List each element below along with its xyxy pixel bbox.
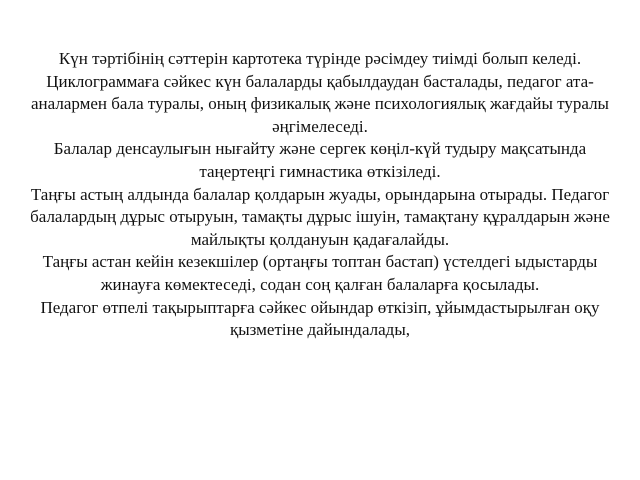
paragraph-daily-routine: Күн тәртібінің сәттерін картотека түрінде рәсімдеу тиімді болып келеді. Циклограммаға сәйкес күн балаларды қабылдаудан басталады, педагог ата-аналармен бала туралы, оның физикалық және психологиялық жағдайы туралы әңгімелеседі. — [31, 49, 609, 136]
paragraph-breakfast: Таңғы астың алдында балалар қолдарын жуады, орындарына отырады. Педагог балалардың дұрыс отыруын, тамақты дұрыс ішуін, тамақтану құралдарын және майлықты қолдануын қадағалайды. — [30, 184, 610, 249]
paragraph-morning-gymnastics: Балалар денсаулығын нығайту және сергек көңіл-күй тудыру мақсатында таңертеңгі гимнастика өткізіледі. — [53, 139, 587, 181]
paragraph-duty-children: Таңғы астан кейін кезекшілер (ортаңғы топтан бастап) үстелдегі ыдыстарды жинауға көмектеседі, содан соң қалған балаларға қосылады. — [42, 252, 598, 294]
document-body — [0, 48, 640, 342]
paragraph-games-preparation: Педагог өтпелі тақырыптарға сәйкес ойындар өткізіп, ұйымдастырылған оқу қызметіне дайындалады, — [40, 297, 600, 340]
